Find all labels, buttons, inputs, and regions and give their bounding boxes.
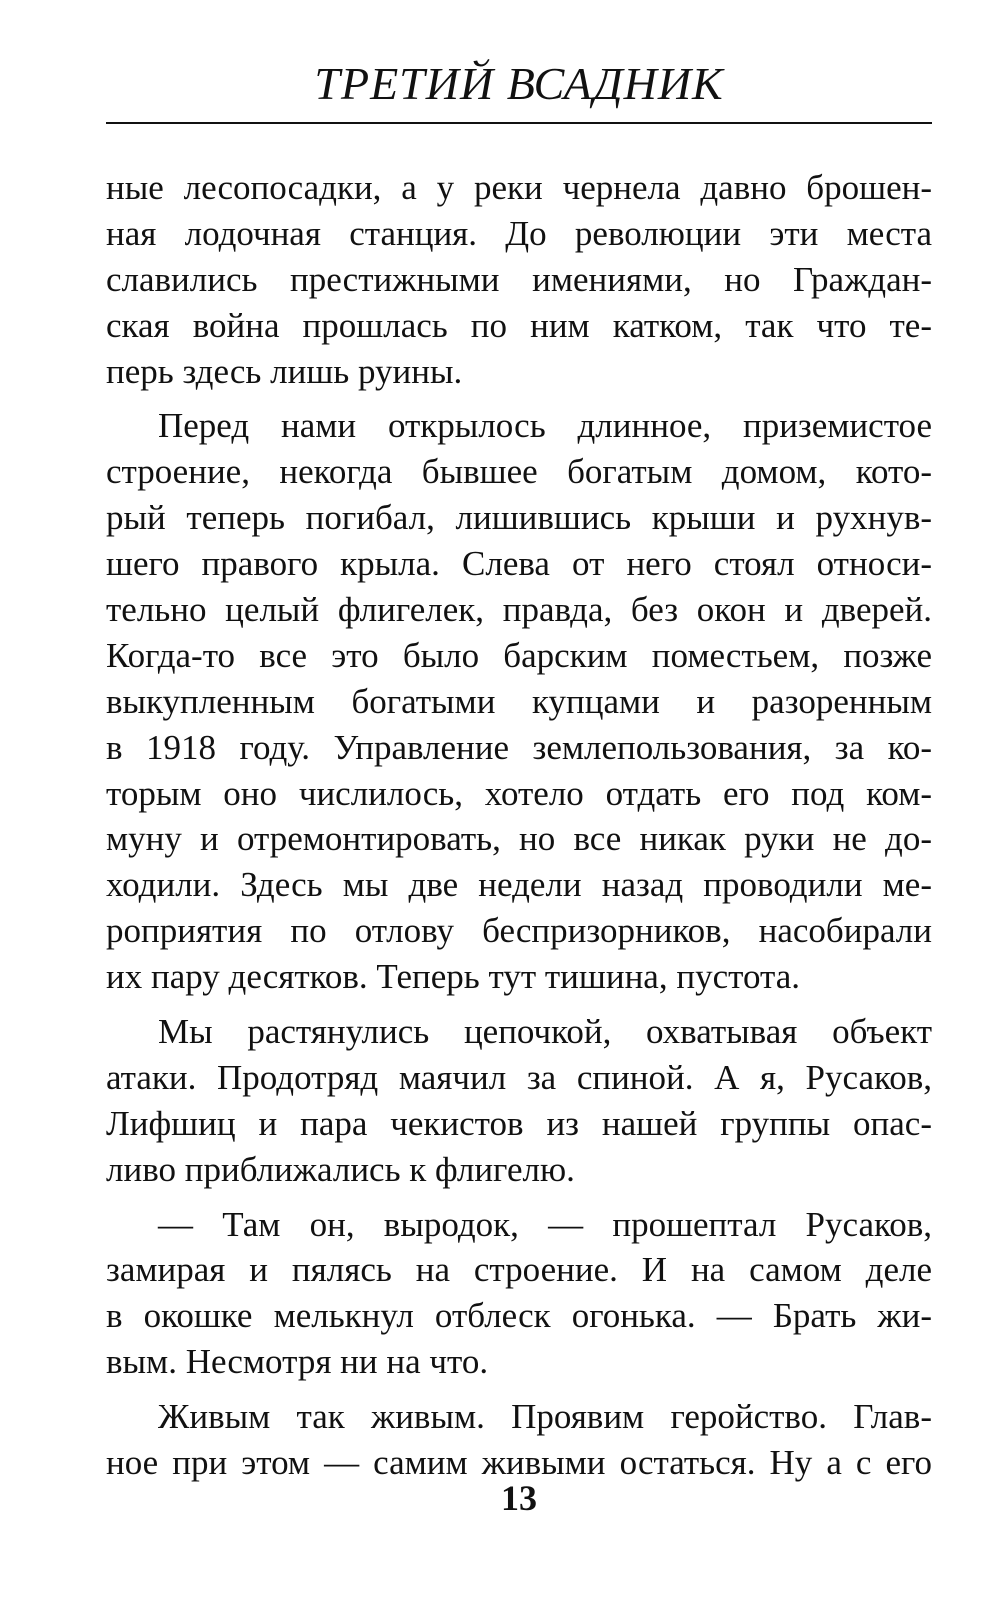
text-line: атаки. Продотряд маячил за спиной. А я, Русаков,	[106, 1057, 932, 1097]
text-line: ная лодочная станция. До революции эти места	[106, 213, 932, 253]
text-line: роприятия по отлову беспризорников, насобирали	[106, 911, 932, 951]
text-line: ное при этом — самим живыми остаться. Ну а с его	[106, 1443, 932, 1483]
text-line: муну и отремонтировать, но все никак руки не до-	[106, 819, 932, 859]
text-line: Когда-то все это было барским поместьем, позже	[106, 635, 932, 675]
paragraph-5	[106, 1394, 932, 1486]
text-line: в 1918 году. Управление землепользования, за ко-	[106, 727, 932, 767]
paragraph-3	[106, 1009, 932, 1193]
text-line: ливо приближались к флигелю.	[106, 1149, 575, 1189]
text-line: строение, некогда бывшее богатым домом, кото-	[106, 452, 932, 492]
text-line: славились престижными имениями, но Граждан-	[106, 259, 932, 299]
running-header-title: ТРЕТИЙ ВСАДНИК	[314, 58, 724, 109]
text-line: тельно целый флигелек, правда, без окон и дверей.	[106, 590, 932, 630]
text-line: их пару десятков. Теперь тут тишина, пустота.	[106, 957, 800, 997]
text-line: ные лесопосадки, а у реки чернела давно брошен-	[106, 168, 932, 207]
text-line: рый теперь погибал, лишившись крыши и рухнув-	[106, 498, 932, 538]
text-line: замирая и пялясь на строение. И на самом деле	[106, 1250, 932, 1290]
paragraph-4	[106, 1202, 932, 1386]
text-line: торым оно числилось, хотело отдать его под ком-	[106, 773, 932, 813]
text-line: вым. Несмотря ни на что.	[106, 1342, 489, 1382]
header-divider-rule	[106, 122, 932, 124]
text-line: шего правого крыла. Слева от него стоял относи-	[106, 544, 932, 584]
text-line: Лифшиц и пара чекистов из нашей группы опас-	[106, 1103, 932, 1143]
text-line: ская война прошлась по ним катком, так что те-	[106, 305, 932, 345]
paragraph-1	[106, 165, 932, 394]
page-number: 13	[501, 1478, 537, 1518]
text-line: выкупленным богатыми купцами и разоренным	[106, 681, 932, 721]
text-line: Перед нами открылось длинное, приземистое	[158, 406, 932, 446]
text-line: Мы растянулись цепочкой, охватывая объект	[158, 1012, 932, 1052]
text-line: ходили. Здесь мы две недели назад проводили ме-	[106, 865, 932, 905]
text-line: — Там он, выродок, — прошептал Русаков,	[158, 1204, 932, 1244]
text-line: Живым так живым. Проявим геройство. Глав-	[158, 1397, 932, 1437]
body-text	[106, 165, 932, 1495]
text-line: перь здесь лишь руины.	[106, 351, 463, 391]
paragraph-2	[106, 403, 932, 1000]
text-line: в окошке мелькнул отблеск огонька. — Брать жи-	[106, 1296, 932, 1336]
